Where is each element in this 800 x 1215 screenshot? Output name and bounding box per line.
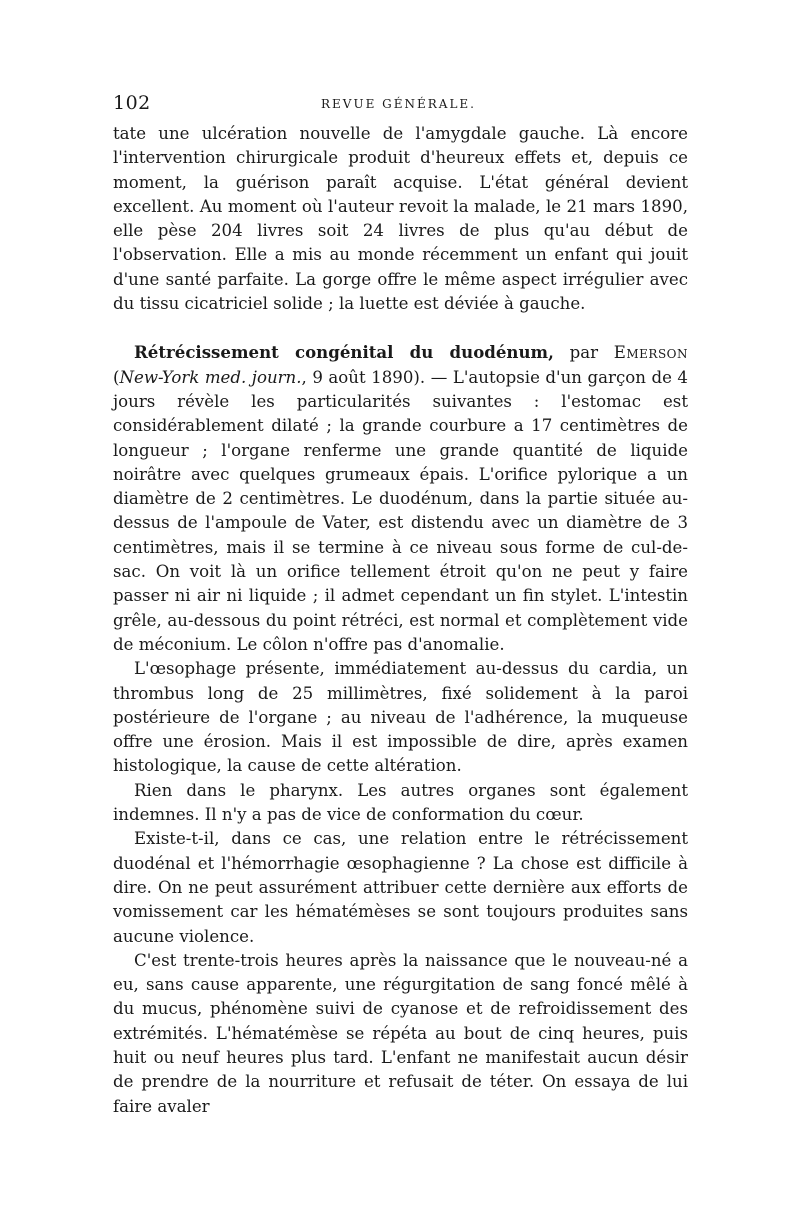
article-title: Rétrécissement congénital du duodénum, [134, 342, 554, 363]
article-by: par [553, 343, 614, 363]
article-intro-paragraph [113, 340, 688, 657]
journal-name: New-York med. journ. [119, 367, 302, 387]
paragraph-pharynx: Rien dans le pharynx. Les autres organes sont également indemnes. Il n'y a pas de vice de conformation du cœur. [113, 780, 688, 825]
page-header [113, 92, 688, 118]
running-head: REVUE GÉNÉRALE. [321, 97, 476, 111]
paragraph-relation: Existe-t-il, dans ce cas, une relation entre le rétrécissement duodénal et l'hémorrhagie œsophagienne ? La chose est difficile à dire. On ne peut assurément attribuer cette dernière aux efforts de vomissement car les hématémèses se sont toujours produites sans aucune violence. [113, 829, 688, 946]
paragraph-hematemesis: C'est trente-trois heures après la naissance que le nouveau-né a eu, sans cause apparente, une régurgitation de sang foncé mêlé à du mucus, phénomène suivi de cyanose et de refroidissement des extrémités. L'hématémèse se répéta au bout de cinq heures, puis huit ou neuf heures plus tard. L'enfant ne manifestait aucun désir de prendre de la nourriture et refusait de téter. On essaya de lui faire avaler [113, 950, 688, 1116]
citation-open: ( [113, 367, 120, 387]
book-page [113, 92, 688, 1119]
paragraph-oesophagus: L'œsophage présente, immédiatement au-dessus du cardia, un thrombus long de 25 millimètres, fixé solidement à la paroi postérieure de l'organe ; au niveau de l'adhérence, la muqueuse offre une érosion. Mais il est impossible de dire, après examen histologique, la cause de cette altération. [113, 659, 688, 776]
article-intro-text: — L'autopsie d'un garçon de 4 jours révèle les particularités suivantes : l'estomac est considérablement dilaté ; la grande courbure a 17 centimètres de longueur ; l'organe renferme une grande quantité de liquide noirâtre avec quelques grumeaux épais. L'orifice pylorique a un diamètre de 2 centimètres. Le duodénum, dans la partie située au-dessus de l'ampoule de Vater, est distendu avec un diamètre de 3 centimètres, mais il se termine à ce niveau sous forme de cul-de-sac. On voit là un orifice tellement étroit qu'on ne peut y faire passer ni air ni liquide ; il admet cependant un fin stylet. L'intestin grêle, au-dessous du point rétréci, est normal et complètement vide de méconium. Le côlon n'offre pas d'anomalie. [113, 367, 688, 654]
citation-rest: , 9 août 1890). [301, 367, 426, 387]
section-gap [113, 316, 688, 340]
page-number: 102 [113, 92, 151, 114]
article-author: Emerson [613, 343, 689, 363]
paragraph-continued: tate une ulcération nouvelle de l'amygdale gauche. Là encore l'intervention chirurgicale produit d'heureux effets et, depuis ce moment, la guérison paraît acquise. L'état général devient excellent. Au moment où l'auteur revoit la malade, le 21 mars 1890, elle pèse 204 livres soit 24 livres de plus qu'au début de l'observation. Elle a mis au monde récemment un enfant qui jouit d'une santé parfaite. La gorge offre le même aspect irrégulier avec du tissu cicatriciel solide ; la luette est déviée à gauche. [113, 124, 688, 314]
